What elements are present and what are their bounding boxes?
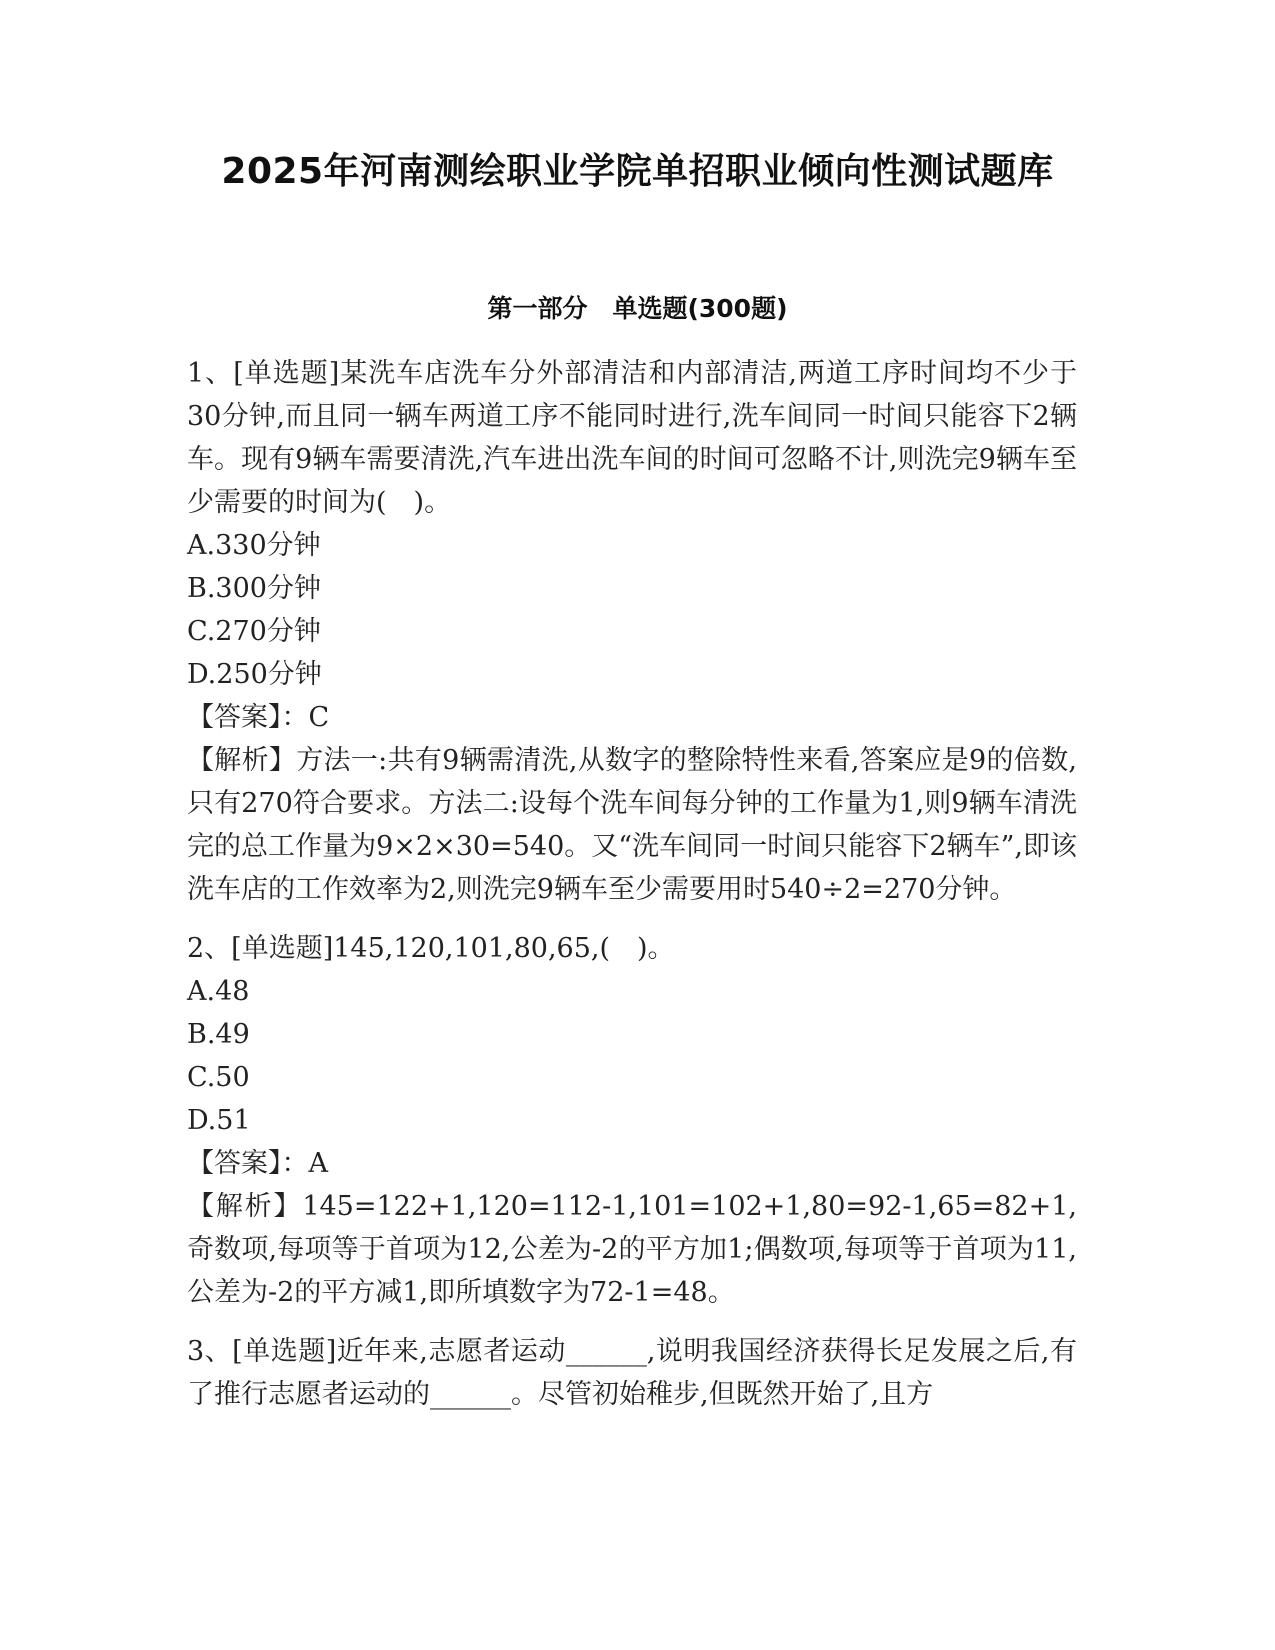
question-spacer	[187, 1314, 1077, 1330]
question-1	[187, 352, 1077, 911]
option-a: A.330分钟	[187, 530, 321, 561]
answer-line: 【答案】：C	[187, 702, 330, 733]
option-b: B.49	[187, 1019, 250, 1050]
document-title: 2025年河南测绘职业学院单招职业倾向性测试题库	[221, 151, 1054, 192]
question-list	[187, 352, 1077, 1416]
option-d: D.51	[187, 1105, 251, 1136]
option-c: C.50	[187, 1062, 250, 1093]
section-title: 第一部分 单选题(300题)	[487, 294, 788, 323]
question-stem: 2、[单选题]145,120,101,80,65,( )。	[187, 933, 675, 964]
question-spacer	[187, 911, 1077, 927]
answer-line: 【答案】：A	[187, 1148, 328, 1179]
question-2	[187, 927, 1077, 1314]
explanation: 【解析】145=122+1,120=112-1,101=102+1,80=92-1,65=82+1,奇数项,每项等于首项为12,公差为-2的平方加1;偶数项,每项等于首项为11,公差为-2的平方减1,即所填数字为72-1=48。	[187, 1191, 1077, 1308]
question-stem: 1、[单选题]某洗车店洗车分外部清洁和内部清洁,两道工序时间均不少于30分钟,而且同一辆车两道工序不能同时进行,洗车间同一时间只能容下2辆车。现有9辆车需要清洗,汽车进出洗车间的时间可忽略不计,则洗完9辆车至少需要的时间为( )。	[187, 358, 1077, 518]
question-3	[187, 1330, 1077, 1416]
option-a: A.48	[187, 976, 250, 1007]
option-d: D.250分钟	[187, 659, 322, 690]
option-c: C.270分钟	[187, 616, 321, 647]
explanation: 【解析】方法一:共有9辆需清洗,从数字的整除特性来看,答案应是9的倍数,只有270符合要求。方法二:设每个洗车间每分钟的工作量为1,则9辆车清洗完的总工作量为9×2×30=540。又“洗车间同一时间只能容下2辆车”,即该洗车店的工作效率为2,则洗完9辆车至少需要用时540÷2=270分钟。	[187, 745, 1077, 905]
question-stem: 3、[单选题]近年来,志愿者运动______,说明我国经济获得长足发展之后,有了推行志愿者运动的______。尽管初始稚步,但既然开始了,且方	[187, 1336, 1077, 1410]
option-b: B.300分钟	[187, 573, 321, 604]
